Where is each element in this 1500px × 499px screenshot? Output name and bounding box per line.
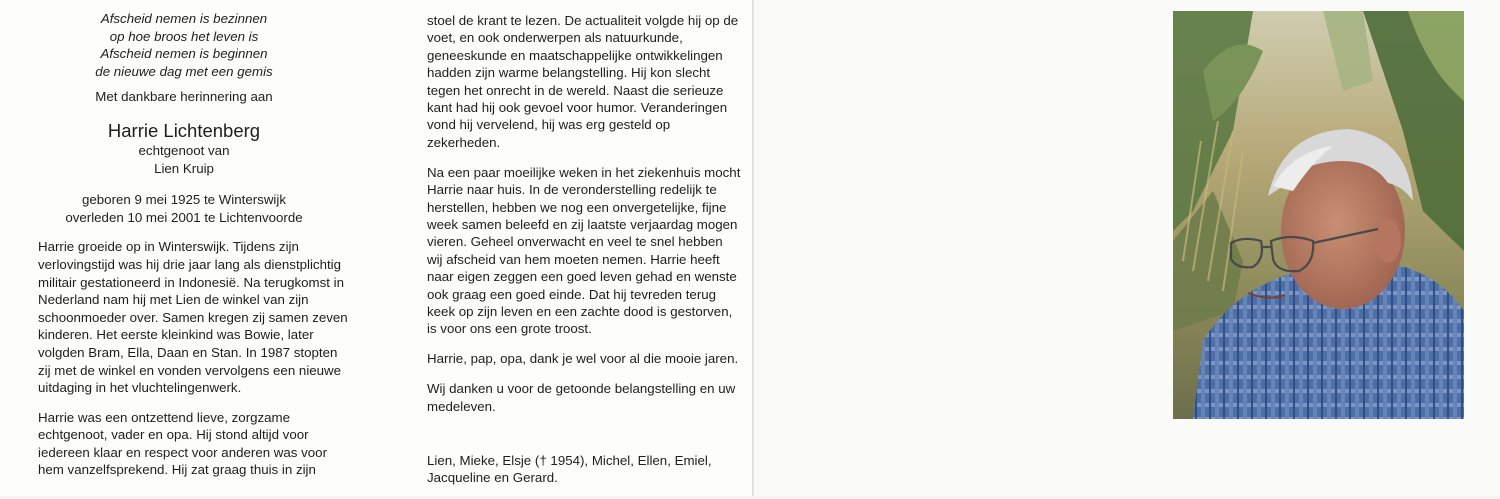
text-line: zekerheden.: [427, 134, 501, 150]
portrait-photo: [1173, 11, 1464, 419]
text-line: week samen beleefd en zij laatste verjaardag mogen: [427, 216, 738, 232]
biography-paragraph: [38, 409, 330, 479]
text-line: Harrie naar huis. In de veronderstelling redelijk te: [427, 182, 717, 198]
text-line: vond hij vervelend, hij was erg gesteld op: [427, 117, 671, 133]
text-line: ook graag een goed einde. Dat hij tevreden terug: [427, 286, 717, 302]
biography-paragraph: [427, 12, 739, 151]
dedication: Met dankbare herinnering aan: [95, 89, 273, 105]
text-line: militair gestationeerd in Indonesië. Na terugkomst in: [38, 274, 344, 290]
thanks-condolence-paragraph: [427, 380, 736, 415]
thanks-family-paragraph: [427, 350, 739, 367]
text-line: hem vanzelfsprekend. Hij zat graag thuis in zijn: [38, 462, 316, 478]
text-line: Harrie groeide op in Winterswijk. Tijdens zijn: [38, 239, 299, 255]
text-line: iedereen klaar en respect voor anderen was voor: [38, 444, 328, 460]
poem-line: Afscheid nemen is beginnen: [100, 46, 268, 62]
spouse-name: Lien Kruip: [154, 160, 214, 176]
text-line: kinderen. Het eerste kleinkind was Bowie, later: [38, 327, 314, 343]
poem-line: de nieuwe dag met een gemis: [95, 63, 273, 79]
text-line: schoonmoeder over. Samen kregen zij samen zeven: [38, 309, 348, 325]
deceased-name: Harrie Lichtenberg: [107, 119, 261, 141]
text-line: wij afscheid van hem moeten nemen. Harrie heeft: [427, 251, 720, 267]
right-column: [427, 12, 741, 499]
text-line: echtgenoot, vader en opa. Hij stond altijd voor: [38, 427, 309, 443]
text-line: Harrie was een ontzettend lieve, zorgzame: [38, 409, 291, 425]
text-line: geneeskunde en maatschappelijke ontwikkelingen: [427, 47, 723, 63]
biography-paragraph: [38, 238, 348, 396]
text-line: voet, en ook onderwerpen als natuurkunde,: [427, 30, 683, 46]
text-line: medeleven.: [427, 398, 496, 414]
text-line: Lien, Mieke, Elsje († 1954), Michel, Ellen, Emiel,: [427, 452, 712, 468]
text-line: keek op zijn leven en een zachte dood is gestorven,: [427, 304, 733, 319]
text-line: herstellen, hebben we nog een onvergetelijke, fijne: [427, 199, 727, 215]
poem-line: op hoe broos het leven is: [109, 28, 259, 44]
family-signature: [427, 452, 727, 487]
text-line: Wij danken u voor de getoonde belangstelling en uw: [427, 381, 736, 397]
text-line: kant had hij ook gevoel voor humor. Veranderingen: [427, 100, 728, 116]
death-line: overleden 10 mei 2001 te Lichtenvoorde: [65, 209, 303, 225]
text-line: tegen het onrecht in de wereld. Naast die serieuze: [427, 82, 724, 98]
text-line: vieren. Geheel onverwacht en veel te snel hebben: [427, 234, 723, 250]
text-line: Jacqueline en Gerard.: [427, 469, 558, 485]
poem-line: Afscheid nemen is bezinnen: [100, 11, 268, 26]
text-line: naar eigen zeggen een goed leven gehad en wenste: [427, 269, 737, 285]
left-column: [38, 10, 348, 491]
text-line: Harrie, pap, opa, dank je wel voor al die mooie jaren.: [427, 351, 739, 367]
text-line: Nederland nam hij met Lien de winkel van zijn: [38, 292, 309, 308]
poem: [38, 10, 330, 80]
text-line: verlovingstijd was hij drie jaar lang als dienstplichtig: [38, 256, 342, 272]
spouse-label: echtgenoot van: [138, 142, 230, 158]
text-line: Na een paar moeilijke weken in het ziekenhuis mocht: [427, 164, 741, 180]
text-line: hadden zijn warme belangstelling. Hij kon slecht: [427, 65, 711, 81]
biography-paragraph: [427, 164, 741, 338]
birth-line: geboren 9 mei 1925 te Winterswijk: [82, 192, 286, 208]
text-line: stoel de krant te lezen. De actualiteit volgde hij op de: [427, 13, 739, 28]
text-line: uitdaging in het vluchtelingenwerk.: [38, 380, 242, 396]
text-line: is voor ons een grote troost.: [427, 321, 592, 337]
text-line: volgden Bram, Ella, Daan en Stan. In 1987 stopten: [38, 344, 338, 360]
text-line: zij met de winkel en vonden vervolgens een nieuwe: [38, 362, 342, 378]
